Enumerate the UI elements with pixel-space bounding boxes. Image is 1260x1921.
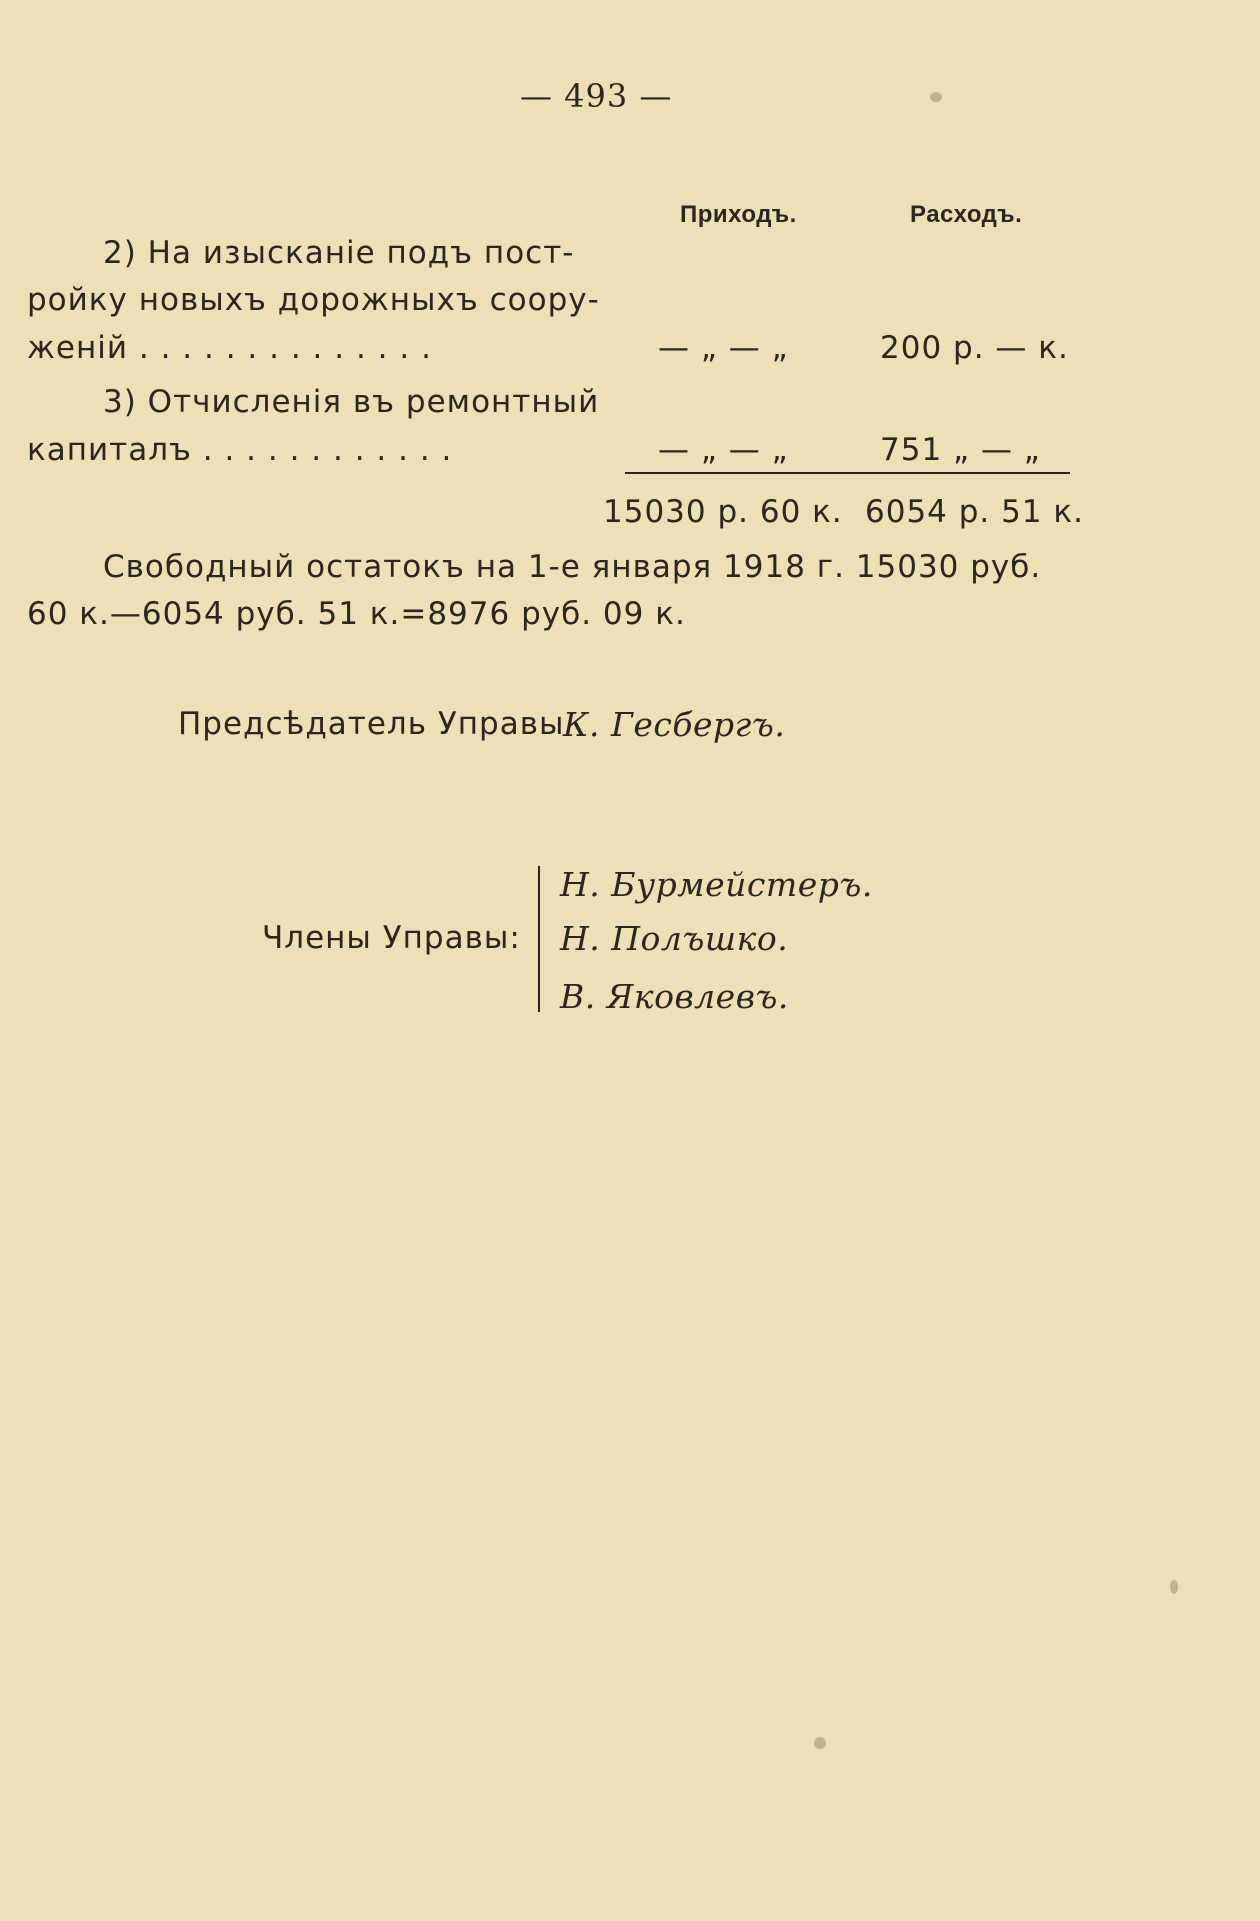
paper-speck xyxy=(930,92,942,102)
item3-income: — „ — „ xyxy=(658,432,789,468)
member-name: Н. Бурмейстеръ. xyxy=(560,865,873,904)
item2-income: — „ — „ xyxy=(658,330,789,366)
member-name: В. Яковлевъ. xyxy=(560,977,789,1016)
total-expense: 6054 р. 51 к. xyxy=(865,494,1085,530)
item3-expense: 751 „ — „ xyxy=(880,432,1041,468)
item2-expense: 200 р. — к. xyxy=(880,330,1069,366)
expense-column-header: Расходъ. xyxy=(910,201,1023,228)
paper-speck xyxy=(1170,1580,1178,1594)
chairman-name: К. Гесбергъ. xyxy=(563,705,786,744)
item3-line2: капиталъ . . . . . . . . . . . . xyxy=(27,432,453,468)
item2-line1: 2) На изысканіе подъ пост- xyxy=(103,235,575,271)
item2-line3: женій . . . . . . . . . . . . . . xyxy=(27,330,432,366)
members-brace xyxy=(538,866,540,1012)
income-column-header: Приходъ. xyxy=(680,201,797,228)
members-label: Члены Управы: xyxy=(262,920,521,956)
paper-speck xyxy=(814,1737,826,1749)
balance-line1: Свободный остатокъ на 1-е января 1918 г. 15030 руб. xyxy=(103,549,1042,585)
item3-line1: 3) Отчисленія въ ремонтный xyxy=(103,384,600,420)
member-name: Н. Полъшко. xyxy=(560,919,789,958)
total-income: 15030 р. 60 к. xyxy=(603,494,843,530)
balance-line2: 60 к.—6054 руб. 51 к.=8976 руб. 09 к. xyxy=(27,596,686,632)
page-number: — 493 — xyxy=(520,77,673,115)
chairman-label: Предсѣдатель Управы xyxy=(178,706,565,742)
sum-rule xyxy=(625,472,1070,474)
item2-line2: ройку новыхъ дорожныхъ соору- xyxy=(27,282,600,318)
